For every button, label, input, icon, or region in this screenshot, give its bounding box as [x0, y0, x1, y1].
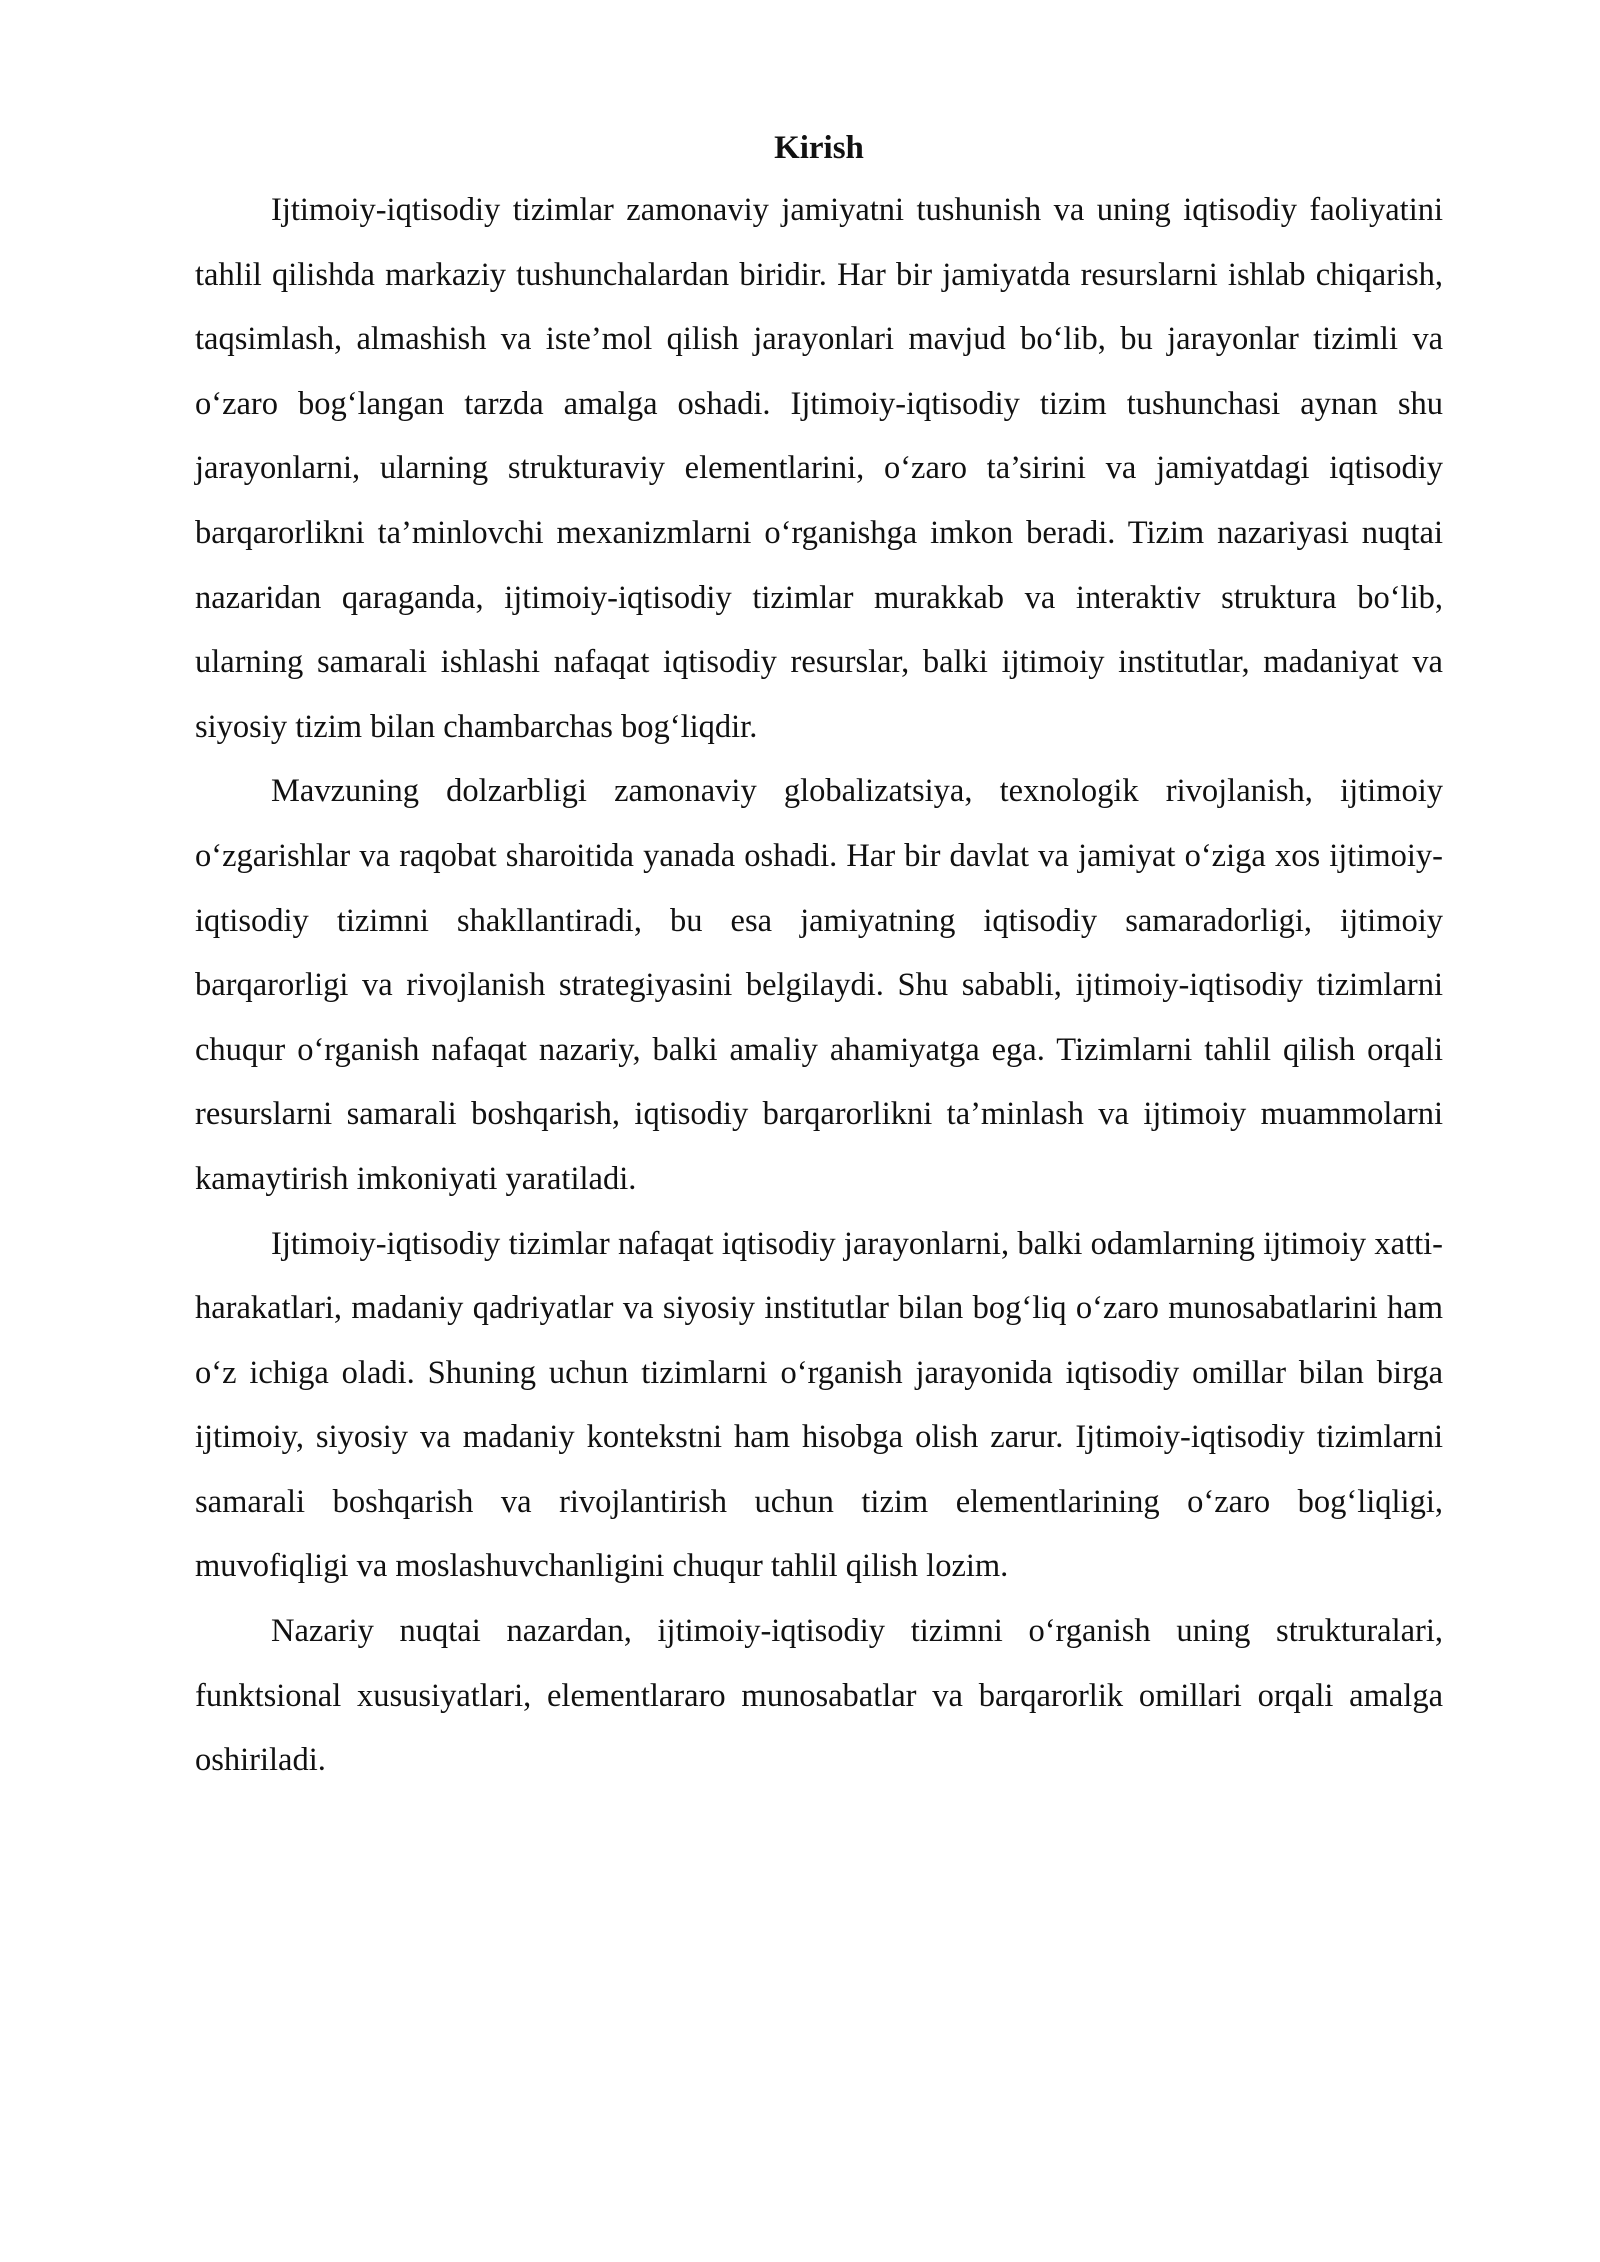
document-body [195, 118, 1443, 1793]
paragraph: Mavzuning dolzarbligi zamonaviy globalizatsiya, texnologik rivojlanish, ijtimoiy o‘zgarishlar va raqobat sharoitida yanada oshadi. Har bir davlat va jamiyat o‘ziga xos ijtimoiy-iqtisodiy tizimni shakllantiradi, bu esa jamiyatning iqtisodiy samaradorligi, ijtimoiy barqarorligi va rivojlanish strategiyasini belgilaydi. Shu sababli, ijtimoiy-iqtisodiy tizimlarni chuqur o‘rganish nafaqat nazariy, balki amaliy ahamiyatga ega. Tizimlarni tahlil qilish orqali resurslarni samarali boshqarish, iqtisodiy barqarorlikni ta’minlash va ijtimoiy muammolarni kamaytirish imkoniyati yaratiladi. [195, 773, 1443, 1197]
paragraph: Nazariy nuqtai nazardan, ijtimoiy-iqtisodiy tizimni o‘rganish uning strukturalari, funktsional xususiyatlari, elementlararo munosabatlar va barqarorlik omillari orqali amalga oshiriladi. [195, 1613, 1443, 1779]
paragraph: Ijtimoiy-iqtisodiy tizimlar zamonaviy jamiyatni tushunish va uning iqtisodiy faoliyatini tahlil qilishda markaziy tushunchalardan biridir. Har bir jamiyatda resurslarni ishlab chiqarish, taqsimlash, almashish va iste’mol qilish jarayonlari mavjud bo‘lib, bu jarayonlar tizimli va o‘zaro bog‘langan tarzda amalga oshadi. Ijtimoiy-iqtisodiy tizim tushunchasi aynan shu jarayonlarni, ularning strukturaviy elementlarini, o‘zaro ta’sirini va jamiyatdagi iqtisodiy barqarorlikni ta’minlovchi mexanizmlarni o‘rganishga imkon beradi. Tizim nazariyasi nuqtai nazaridan qaraganda, ijtimoiy-iqtisodiy tizimlar murakkab va interaktiv struktura bo‘lib, ularning samarali ishlashi nafaqat iqtisodiy resurslar, balki ijtimoiy institutlar, madaniyat va siyosiy tizim bilan chambarchas bog‘liqdir. [195, 192, 1443, 745]
section-title: Kirish [774, 130, 864, 166]
paragraph: Ijtimoiy-iqtisodiy tizimlar nafaqat iqtisodiy jarayonlarni, balki odamlarning ijtimoiy xatti-harakatlari, madaniy qadriyatlar va siyosiy institutlar bilan bog‘liq o‘zaro munosabatlarini ham o‘z ichiga oladi. Shuning uchun tizimlarni o‘rganish jarayonida iqtisodiy omillar bilan birga ijtimoiy, siyosiy va madaniy kontekstni ham hisobga olish zarur. Ijtimoiy-iqtisodiy tizimlarni samarali boshqarish va rivojlantirish uchun tizim elementlarining o‘zaro bog‘liqligi, muvofiqligi va moslashuvchanligini chuqur tahlil qilish lozim. [195, 1225, 1443, 1585]
